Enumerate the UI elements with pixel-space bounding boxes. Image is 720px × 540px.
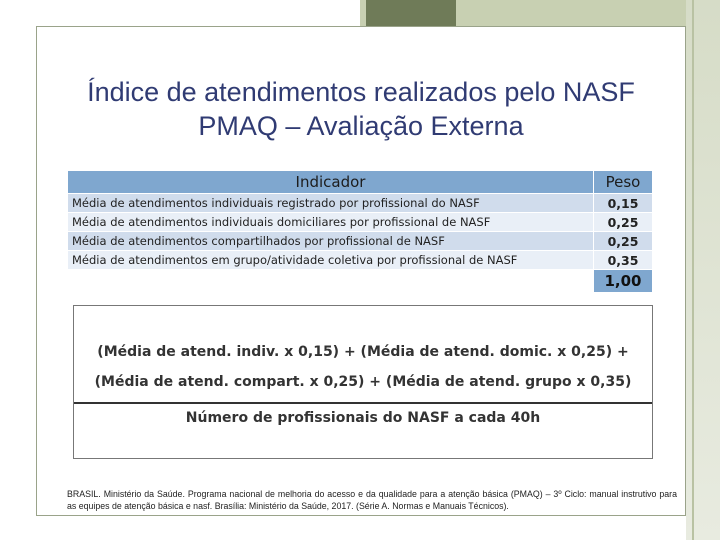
table-row (68, 251, 653, 270)
formula-denominator: Número de profissionais do NASF a cada 40h (185, 410, 541, 426)
formula-fraction-bar (74, 402, 652, 404)
header-indicator: Indicador (68, 171, 594, 194)
table-header-row (68, 171, 653, 194)
row-indicator: Média de atendimentos individuais domiciliares por profissional de NASF (68, 213, 594, 232)
row-weight: 0,35 (594, 251, 653, 270)
slide-title (37, 75, 685, 143)
title-line-2: PMAQ – Avaliação Externa (198, 111, 524, 141)
table-row (68, 232, 653, 251)
row-weight: 0,25 (594, 232, 653, 251)
table-row (68, 194, 653, 213)
reference-citation: BRASIL. Ministério da Saúde. Programa nacional de melhoria do acesso e da qualidade para a atenção básica (PMAQ) – 3º Ciclo: manual instrutivo para as equipes de atenção básica e nasf. Brasília: Ministério da Saúde, 2017. (Série A. Normas e Manuais Técnicos). (67, 489, 677, 511)
header-weight: Peso (594, 171, 653, 194)
table-row (68, 213, 653, 232)
row-indicator: Média de atendimentos individuais registrado por profissional do NASF (68, 194, 594, 213)
table-total-row (68, 270, 653, 293)
row-indicator: Média de atendimentos em grupo/atividade coletiva por profissional de NASF (68, 251, 594, 270)
formula-numerator-line-1: (Média de atend. indiv. x 0,15) + (Média de atend. domic. x 0,25) + (97, 344, 629, 360)
total-spacer (68, 270, 594, 293)
row-weight: 0,15 (594, 194, 653, 213)
indicator-table (67, 170, 653, 293)
formula-numerator-line-2: (Média de atend. compart. x 0,25) + (Média de atend. grupo x 0,35) (94, 374, 632, 390)
row-weight: 0,25 (594, 213, 653, 232)
total-weight: 1,00 (594, 270, 653, 293)
slide (36, 26, 686, 516)
decorative-side-strip (686, 0, 720, 540)
formula-box (73, 305, 653, 459)
title-line-1: Índice de atendimentos realizados pelo NASF (87, 77, 635, 107)
row-indicator: Média de atendimentos compartilhados por profissional de NASF (68, 232, 594, 251)
